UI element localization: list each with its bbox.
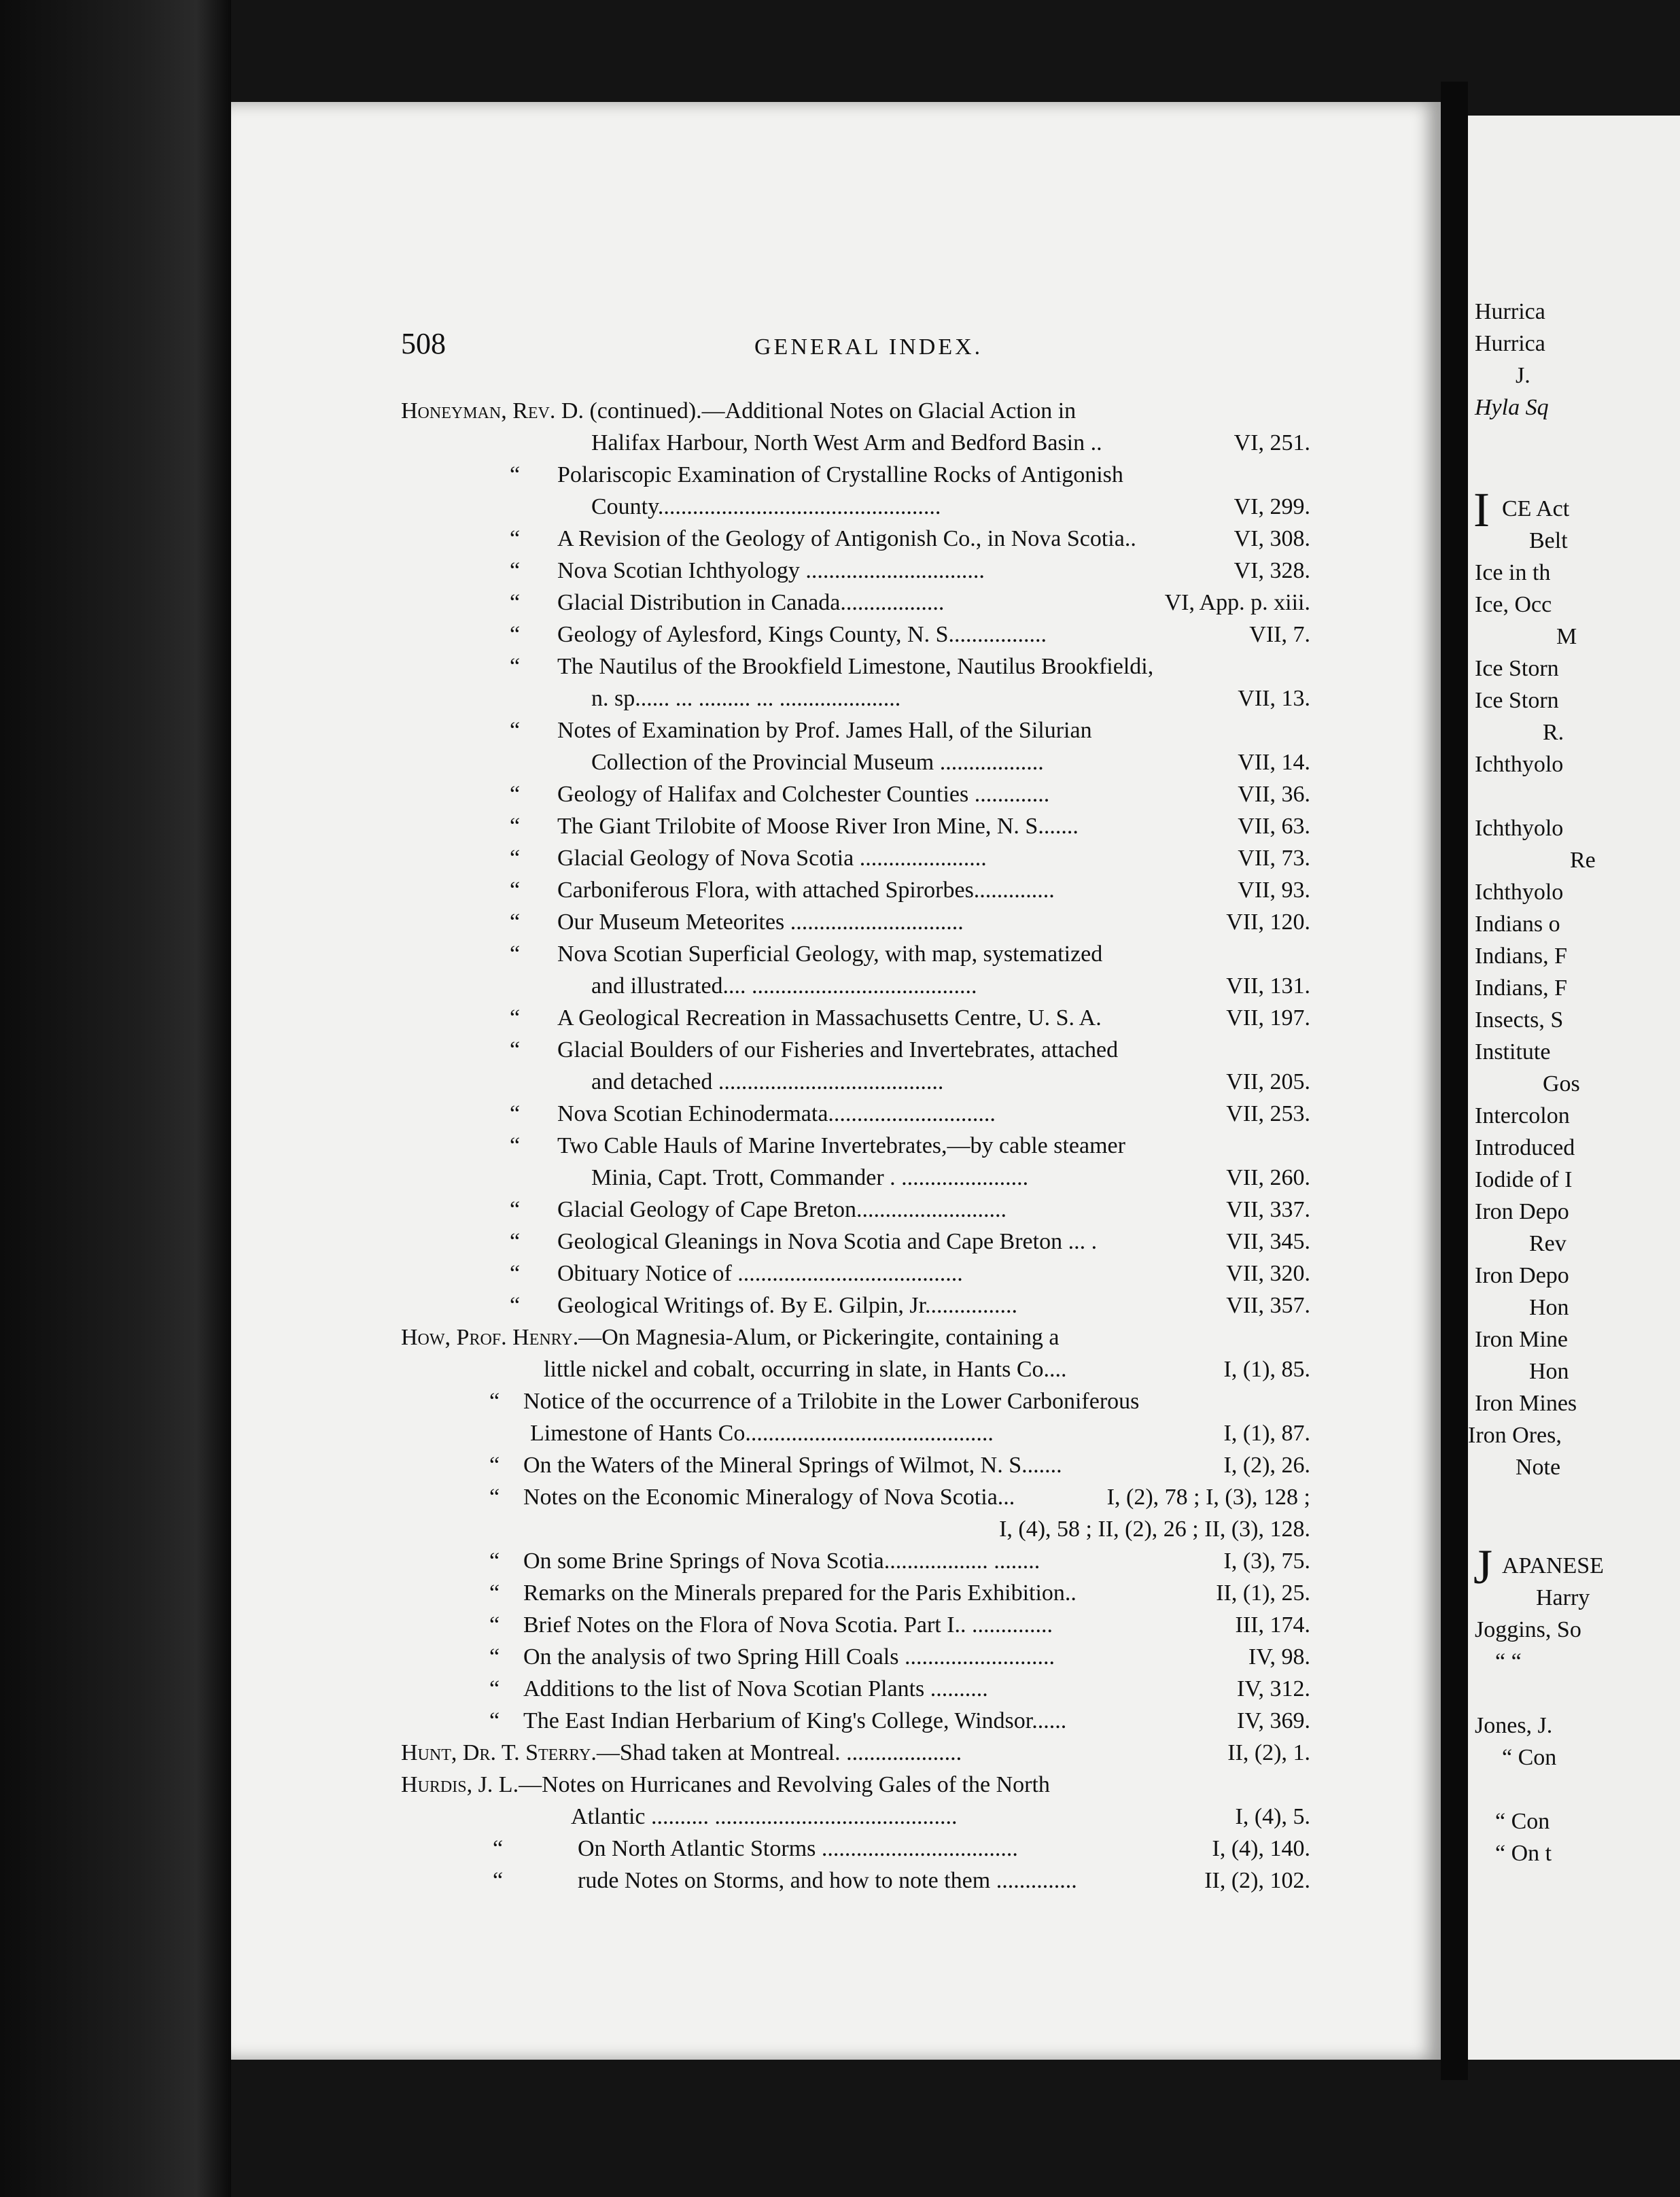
volume-page-reference: VII, 36. — [1238, 782, 1310, 807]
volume-page-reference: I, (2), 78 ; I, (3), 128 ; — [1106, 1485, 1310, 1510]
entry-title: Two Cable Hauls of Marine Invertebrates,—by cable steamer — [557, 1133, 1125, 1158]
entry-title: Glacial Distribution in Canada.................. — [557, 590, 945, 615]
ditto-mark: “ — [510, 1229, 521, 1254]
author-name: Hunt, Dr. T. Sterry. — [401, 1740, 597, 1765]
entry-title: Obituary Notice of ....................................... — [557, 1261, 963, 1286]
author-name: Honeyman, Rev. D. — [401, 398, 584, 423]
index-line — [231, 462, 1441, 494]
right-page-line: Iodide of I — [1475, 1167, 1573, 1192]
volume-page-reference: II, (2), 1. — [1227, 1740, 1310, 1765]
right-page-line: Hurrica — [1475, 331, 1545, 356]
entry-title: Atlantic .......... .......................................... — [571, 1804, 958, 1829]
index-entry-text — [557, 1229, 1097, 1255]
index-line — [231, 1453, 1441, 1485]
index-entry-text — [557, 590, 944, 616]
ditto-mark: “ — [489, 1549, 500, 1574]
right-page-line: Ichthyolo — [1475, 752, 1564, 777]
author-name: How, Prof. Henry. — [401, 1325, 579, 1350]
right-page-line: Ice Storn — [1475, 688, 1559, 713]
index-line — [231, 1644, 1441, 1676]
index-entry-text — [557, 910, 964, 935]
right-page-line: Indians, F — [1475, 944, 1567, 969]
index-entry-text — [571, 1804, 958, 1830]
index-line — [231, 1133, 1441, 1165]
entry-title: On the analysis of two Spring Hill Coals .......................... — [523, 1644, 1055, 1670]
volume-page-reference: VII, 337. — [1226, 1197, 1310, 1222]
entry-title: The East Indian Herbarium of King's College, Windsor...... — [523, 1708, 1067, 1733]
ditto-mark: “ — [510, 558, 521, 583]
right-page-line: Introduced — [1475, 1135, 1575, 1160]
ditto-mark: “ — [510, 1197, 521, 1222]
right-page-line: Ice, Occ — [1475, 592, 1552, 617]
index-entry-text — [557, 782, 1049, 808]
index-entry-text — [578, 1868, 1077, 1894]
index-line — [231, 1517, 1441, 1549]
page-gutter — [1441, 82, 1468, 2080]
entry-title: Brief Notes on the Flora of Nova Scotia. Part I.. .............. — [523, 1612, 1053, 1638]
index-entry-text — [557, 1261, 963, 1287]
index-line — [231, 1772, 1441, 1804]
index-line — [231, 878, 1441, 910]
right-page-line: Insects, S — [1475, 1007, 1564, 1033]
volume-page-reference: VI, 251. — [1233, 430, 1310, 455]
entry-title: and detached ....................................... — [591, 1069, 944, 1094]
right-page-line: Indians o — [1475, 912, 1560, 937]
entry-title: —On Magnesia-Alum, or Pickeringite, containing a — [578, 1325, 1060, 1350]
ditto-mark: “ — [510, 1005, 521, 1031]
ditto-mark: “ — [510, 814, 521, 839]
entry-title: —Shad taken at Montreal. .................... — [596, 1740, 962, 1765]
page-number: 508 — [401, 327, 446, 360]
ditto-mark: “ — [489, 1453, 500, 1478]
entry-title: Minia, Capt. Trott, Commander . ...................... — [591, 1165, 1029, 1190]
index-entry-text — [523, 1644, 1055, 1670]
right-page-line: Hon — [1529, 1295, 1569, 1320]
index-line — [231, 718, 1441, 750]
right-page-line: Ice Storn — [1475, 656, 1559, 681]
volume-page-reference: I, (4), 58 ; II, (2), 26 ; II, (3), 128. — [999, 1517, 1310, 1542]
index-line — [231, 622, 1441, 654]
index-entry-text — [523, 1708, 1066, 1734]
index-line — [231, 1740, 1441, 1772]
index-entry-text — [557, 941, 1102, 967]
entry-title: The Giant Trilobite of Moose River Iron Mine, N. S....... — [557, 814, 1079, 839]
right-page-line: “ “ — [1495, 1649, 1522, 1674]
right-page-line: Institute — [1475, 1039, 1551, 1065]
index-line — [231, 1101, 1441, 1133]
index-line — [231, 494, 1441, 526]
index-entry-text — [591, 1069, 943, 1095]
volume-page-reference: VI, App. p. xiii. — [1164, 590, 1310, 615]
index-line — [231, 1389, 1441, 1421]
volume-page-reference: VII, 253. — [1226, 1101, 1310, 1126]
index-entry-text — [544, 1357, 1067, 1383]
index-line — [231, 750, 1441, 782]
right-page-line: Harry — [1536, 1585, 1590, 1610]
index-entry-text — [401, 1740, 962, 1766]
left-page — [231, 102, 1441, 2060]
entry-title: Collection of the Provincial Museum .................. — [591, 750, 1044, 775]
entry-title: On some Brine Springs of Nova Scotia.................. ........ — [523, 1549, 1040, 1574]
volume-page-reference: VII, 205. — [1226, 1069, 1310, 1094]
entry-title: Glacial Geology of Cape Breton.......................... — [557, 1197, 1007, 1222]
index-entries — [231, 398, 1441, 1900]
entry-title: Notice of the occurrence of a Trilobite in the Lower Carboniferous — [523, 1389, 1140, 1414]
volume-page-reference: VII, 120. — [1226, 910, 1310, 935]
ditto-mark: “ — [510, 782, 521, 807]
index-entry-text — [401, 1772, 1050, 1798]
index-line — [231, 1197, 1441, 1229]
ditto-mark: “ — [510, 1293, 521, 1318]
entry-title: Limestone of Hants Co........................................... — [530, 1421, 994, 1446]
volume-page-reference: VII, 73. — [1238, 846, 1310, 871]
right-page-line: Gos — [1543, 1071, 1580, 1096]
index-entry-text — [578, 1836, 1018, 1862]
right-page-line: Joggins, So — [1475, 1617, 1581, 1642]
right-page-line: “ On t — [1495, 1841, 1552, 1866]
entry-title: and illustrated.... ....................................... — [591, 973, 977, 999]
right-page-line: CE Act — [1502, 496, 1570, 521]
volume-page-reference: VII, 345. — [1226, 1229, 1310, 1254]
index-entry-text — [591, 430, 1102, 456]
index-entry-text — [557, 622, 1047, 648]
index-entry-text — [557, 1197, 1007, 1223]
volume-page-reference: VII, 357. — [1226, 1293, 1310, 1318]
ditto-mark: “ — [510, 1261, 521, 1286]
ditto-mark: “ — [510, 846, 521, 871]
index-entry-text — [557, 1133, 1125, 1159]
entry-title: Geological Writings of. By E. Gilpin, Jr................ — [557, 1293, 1018, 1318]
index-line — [231, 846, 1441, 878]
ditto-mark: “ — [510, 1133, 521, 1158]
volume-page-reference: VII, 131. — [1226, 973, 1310, 999]
index-line — [231, 910, 1441, 941]
index-entry-text — [557, 654, 1153, 680]
index-entry-text — [557, 846, 987, 871]
index-entry-text — [557, 558, 985, 584]
ditto-mark: “ — [493, 1868, 504, 1893]
right-page-line: Iron Depo — [1475, 1199, 1569, 1224]
right-page-line: Rev — [1529, 1231, 1567, 1256]
ditto-mark: “ — [489, 1708, 500, 1733]
right-page-line: Hyla Sq — [1475, 395, 1549, 420]
right-page-line: M — [1556, 624, 1577, 649]
ditto-mark: “ — [510, 654, 521, 679]
index-line — [231, 1804, 1441, 1836]
index-line — [231, 686, 1441, 718]
index-entry-text — [523, 1485, 1015, 1510]
index-entry-text — [523, 1389, 1139, 1415]
index-line — [231, 398, 1441, 430]
entry-title: n. sp...... ... ......... ... ..................... — [591, 686, 901, 711]
right-page-line: Note — [1516, 1455, 1561, 1480]
entry-title: —Notes on Hurricanes and Revolving Gales of the North — [519, 1772, 1050, 1797]
right-page-line: Ichthyolo — [1475, 880, 1564, 905]
index-line — [231, 654, 1441, 686]
right-page-fragment — [1468, 116, 1680, 2060]
right-page-line: Ice in th — [1475, 560, 1551, 585]
ditto-mark: “ — [510, 878, 521, 903]
index-entry-text — [557, 814, 1079, 840]
index-line — [231, 1580, 1441, 1612]
index-line — [231, 1676, 1441, 1708]
index-line — [231, 1165, 1441, 1197]
index-entry-text — [557, 878, 1055, 903]
index-line — [231, 1325, 1441, 1357]
index-line — [231, 1005, 1441, 1037]
entry-title: Our Museum Meteorites .............................. — [557, 910, 964, 935]
index-line — [231, 430, 1441, 462]
index-line — [231, 941, 1441, 973]
right-page-line: APANESE — [1502, 1553, 1604, 1578]
entry-title: Nova Scotian Ichthyology ............................... — [557, 558, 985, 583]
volume-page-reference: VII, 93. — [1238, 878, 1310, 903]
right-page-line: Belt — [1529, 528, 1568, 553]
ditto-mark: “ — [489, 1580, 500, 1606]
index-entry-text — [530, 1421, 994, 1447]
ditto-mark: “ — [510, 622, 521, 647]
volume-page-reference: VII, 63. — [1238, 814, 1310, 839]
entry-title: Remarks on the Minerals prepared for the Paris Exhibition.. — [523, 1580, 1077, 1606]
entry-title: Nova Scotian Superficial Geology, with map, systematized — [557, 941, 1103, 967]
index-line — [231, 814, 1441, 846]
index-line — [231, 1293, 1441, 1325]
ditto-mark: “ — [489, 1485, 500, 1510]
right-page-line: “ Con — [1502, 1745, 1557, 1770]
index-entry-text — [523, 1580, 1077, 1606]
index-entry-text — [523, 1612, 1053, 1638]
entry-title: little nickel and cobalt, occurring in slate, in Hants Co.... — [544, 1357, 1067, 1382]
volume-page-reference: VI, 299. — [1233, 494, 1310, 519]
volume-page-reference: I, (4), 140. — [1212, 1836, 1310, 1861]
right-page-line: Jones, J. — [1475, 1713, 1553, 1738]
entry-title: Additions to the list of Nova Scotian Plants .......... — [523, 1676, 988, 1701]
right-page-line: Intercolon — [1475, 1103, 1570, 1128]
index-entry-text — [557, 462, 1123, 488]
right-page-line: Re — [1570, 848, 1596, 873]
volume-page-reference: I, (4), 5. — [1235, 1804, 1310, 1829]
entry-title: On North Atlantic Storms .................................. — [578, 1836, 1018, 1861]
ditto-mark: “ — [510, 590, 521, 615]
ditto-mark: “ — [510, 526, 521, 551]
right-page-line: Iron Ores, — [1468, 1423, 1562, 1448]
ditto-mark: “ — [489, 1676, 500, 1701]
volume-page-reference: VII, 14. — [1238, 750, 1310, 775]
index-entry-text — [591, 1165, 1028, 1191]
index-entry-text — [557, 526, 1136, 552]
volume-page-reference: II, (1), 25. — [1216, 1580, 1310, 1606]
index-line — [231, 1549, 1441, 1580]
index-line — [231, 558, 1441, 590]
index-entry-text — [401, 398, 1076, 424]
index-entry-text — [591, 494, 941, 520]
volume-page-reference: I, (1), 87. — [1223, 1421, 1310, 1446]
right-page-line: Hurrica — [1475, 299, 1545, 324]
running-head: GENERAL INDEX. — [754, 334, 983, 360]
right-page-line: Indians, F — [1475, 975, 1567, 1001]
volume-page-reference: I, (3), 75. — [1223, 1549, 1310, 1574]
entry-title: Halifax Harbour, North West Arm and Bedford Basin .. — [591, 430, 1102, 455]
drop-initial-i: I — [1473, 483, 1490, 537]
right-page-line: Ichthyolo — [1475, 816, 1564, 841]
volume-page-reference: IV, 369. — [1237, 1708, 1310, 1733]
entry-title: A Geological Recreation in Massachusetts Centre, U. S. A. — [557, 1005, 1102, 1031]
index-entry-text — [591, 973, 977, 999]
entry-title: Nova Scotian Echinodermata............................. — [557, 1101, 996, 1126]
entry-title: The Nautilus of the Brookfield Limestone, Nautilus Brookfieldi, — [557, 654, 1154, 679]
index-entry-text — [557, 1101, 996, 1127]
ditto-mark: “ — [489, 1644, 500, 1670]
index-entry-text — [591, 686, 900, 712]
ditto-mark: “ — [489, 1612, 500, 1638]
entry-title: Notes on the Economic Mineralogy of Nova Scotia... — [523, 1485, 1015, 1510]
right-page-line: R. — [1543, 720, 1564, 745]
ditto-mark: “ — [510, 910, 521, 935]
entry-title: County................................................. — [591, 494, 941, 519]
entry-title: Geology of Aylesford, Kings County, N. S................. — [557, 622, 1047, 647]
ditto-mark: “ — [493, 1836, 504, 1861]
volume-page-reference: II, (2), 102. — [1204, 1868, 1310, 1893]
index-line — [231, 1357, 1441, 1389]
index-entry-text — [591, 750, 1044, 776]
index-line — [231, 1708, 1441, 1740]
index-line — [231, 1868, 1441, 1900]
volume-page-reference: VII, 7. — [1249, 622, 1310, 647]
volume-page-reference: VII, 260. — [1226, 1165, 1310, 1190]
index-entry-text — [523, 1549, 1040, 1574]
volume-page-reference: I, (1), 85. — [1223, 1357, 1310, 1382]
volume-page-reference: VI, 308. — [1233, 526, 1310, 551]
index-line — [231, 1037, 1441, 1069]
volume-page-reference: VII, 320. — [1226, 1261, 1310, 1286]
entry-title: rude Notes on Storms, and how to note them .............. — [578, 1868, 1077, 1893]
entry-title: Geological Gleanings in Nova Scotia and Cape Breton ... . — [557, 1229, 1098, 1254]
index-line — [231, 782, 1441, 814]
drop-initial-j: J — [1473, 1540, 1493, 1594]
index-line — [231, 1836, 1441, 1868]
index-entry-text — [523, 1676, 988, 1702]
ditto-mark: “ — [510, 1037, 521, 1062]
index-entry-text — [557, 1005, 1102, 1031]
index-line — [231, 590, 1441, 622]
index-entry-text — [557, 718, 1092, 744]
index-entry-text — [401, 1325, 1059, 1351]
volume-page-reference: VI, 328. — [1233, 558, 1310, 583]
entry-title: Glacial Geology of Nova Scotia ...................... — [557, 846, 987, 871]
index-entry-text — [523, 1453, 1062, 1478]
right-page-line: “ Con — [1495, 1809, 1550, 1834]
entry-title: Geology of Halifax and Colchester Counties ............. — [557, 782, 1050, 807]
entry-title: Polariscopic Examination of Crystalline Rocks of Antigonish — [557, 462, 1123, 487]
index-line — [231, 1421, 1441, 1453]
ditto-mark: “ — [510, 462, 521, 487]
volume-page-reference: VII, 13. — [1238, 686, 1310, 711]
right-page-line: Hon — [1529, 1359, 1569, 1384]
entry-title: Carboniferous Flora, with attached Spirorbes.............. — [557, 878, 1055, 903]
entry-title: On the Waters of the Mineral Springs of Wilmot, N. S....... — [523, 1453, 1062, 1478]
ditto-mark: “ — [510, 941, 521, 967]
index-line — [231, 1261, 1441, 1293]
ditto-mark: “ — [489, 1389, 500, 1414]
index-line — [231, 973, 1441, 1005]
entry-title: Notes of Examination by Prof. James Hall, of the Silurian — [557, 718, 1092, 743]
right-page-line: J. — [1516, 363, 1530, 388]
entry-title: A Revision of the Geology of Antigonish Co., in Nova Scotia.. — [557, 526, 1136, 551]
right-page-line: Iron Mine — [1475, 1327, 1568, 1352]
index-line — [231, 1069, 1441, 1101]
index-line — [231, 1229, 1441, 1261]
author-name: Hurdis, J. L. — [401, 1772, 519, 1797]
volume-page-reference: III, 174. — [1235, 1612, 1310, 1638]
page-header — [231, 326, 1441, 374]
volume-page-reference: VII, 197. — [1226, 1005, 1310, 1031]
book-binding — [0, 0, 231, 2197]
ditto-mark: “ — [510, 1101, 521, 1126]
entry-title: (continued).—Additional Notes on Glacial Action in — [583, 398, 1077, 423]
right-page-line: Iron Mines — [1475, 1391, 1577, 1416]
volume-page-reference: IV, 312. — [1237, 1676, 1310, 1701]
volume-page-reference: I, (2), 26. — [1223, 1453, 1310, 1478]
index-line — [231, 1612, 1441, 1644]
index-line — [231, 526, 1441, 558]
entry-title: Glacial Boulders of our Fisheries and Invertebrates, attached — [557, 1037, 1119, 1062]
volume-page-reference: IV, 98. — [1248, 1644, 1310, 1670]
index-line — [231, 1485, 1441, 1517]
index-entry-text — [557, 1293, 1017, 1319]
ditto-mark: “ — [510, 718, 521, 743]
index-entry-text — [557, 1037, 1118, 1063]
right-page-line: Iron Depo — [1475, 1263, 1569, 1288]
